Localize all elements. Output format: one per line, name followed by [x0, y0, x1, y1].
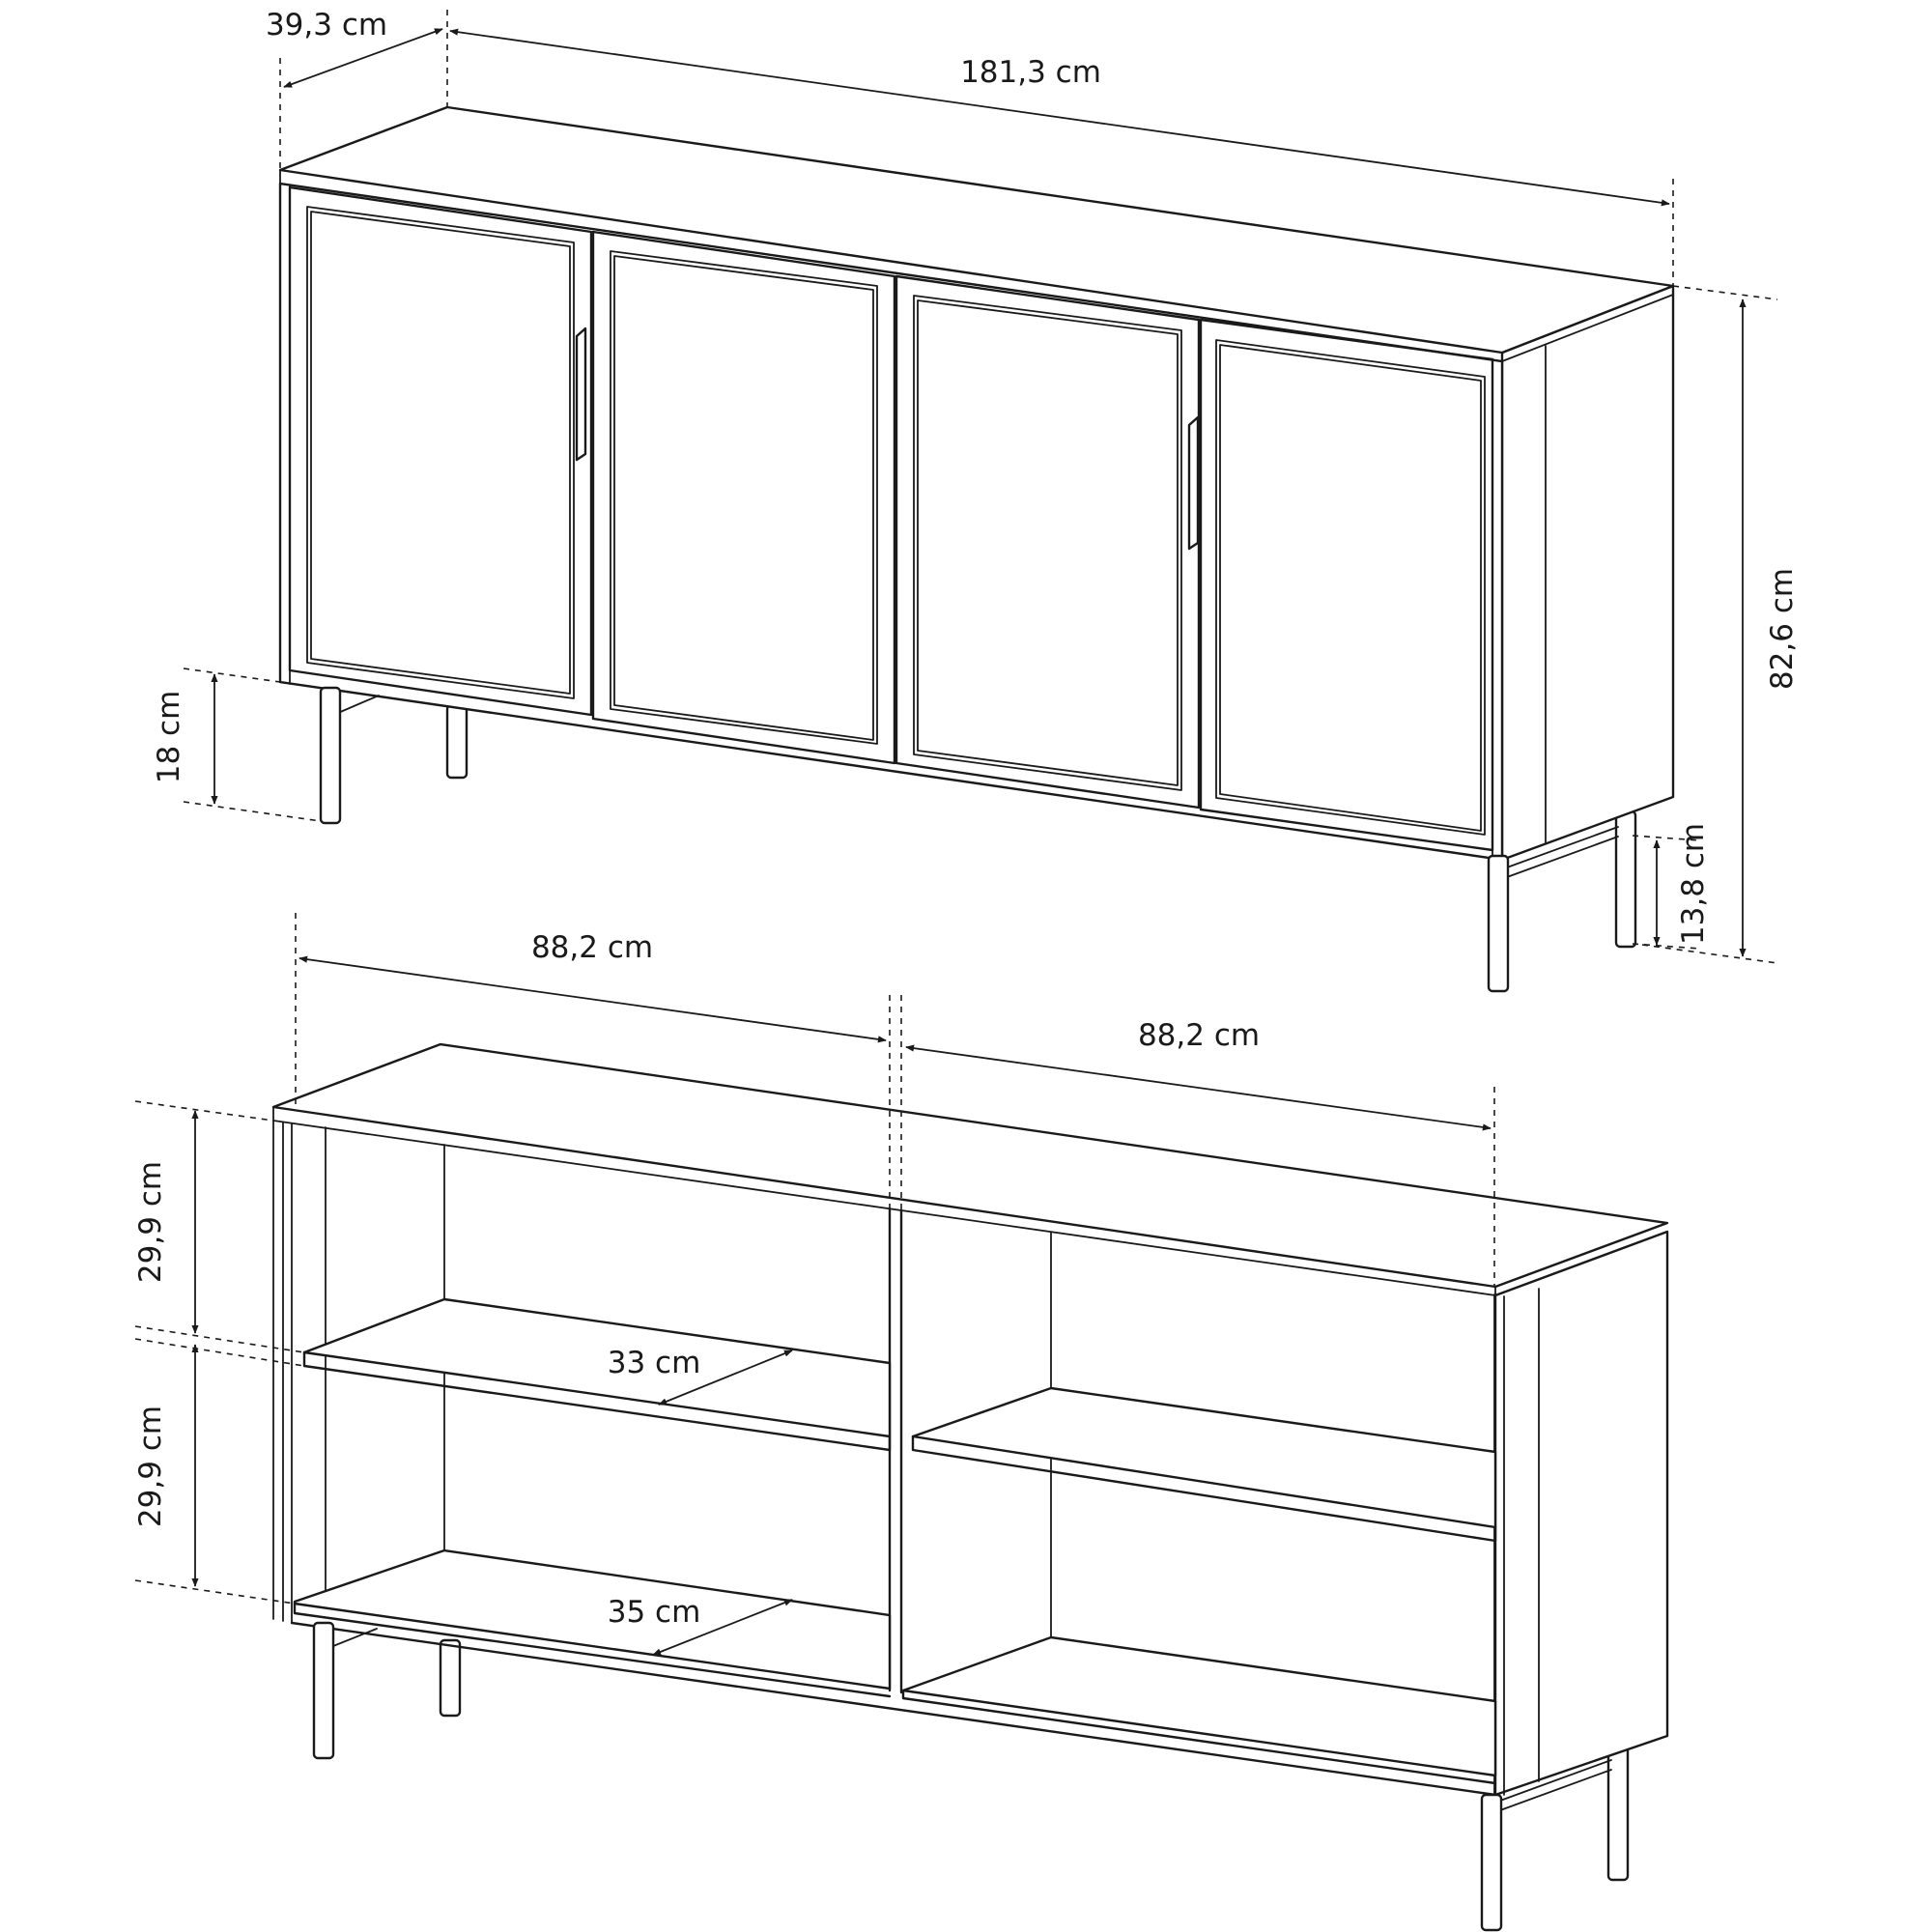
shelf-depth-label: 33 cm	[607, 1346, 701, 1380]
left-bottom-panel	[295, 1550, 890, 1689]
bottom-depth-label: 35 cm	[607, 1595, 701, 1630]
leg-side-label: 13,8 cm	[1676, 822, 1711, 946]
left-width-label: 88,2 cm	[530, 930, 654, 965]
open-view-dimensions	[133, 913, 1494, 1655]
open-top-panel	[273, 1044, 1667, 1287]
right-bottom-panel	[903, 1637, 1495, 1776]
left-shelf	[304, 1299, 890, 1436]
height-label: 82,6 cm	[1765, 567, 1800, 691]
right-shelf	[913, 1388, 1495, 1527]
right-width-dimension-line	[906, 1047, 1491, 1128]
open-side-panel-right	[1495, 1232, 1667, 1795]
open-sideboard-drawing	[273, 1044, 1667, 1930]
width-label: 181,3 cm	[960, 55, 1101, 90]
leg-front-label: 18 cm	[152, 690, 186, 784]
open-legs-front	[314, 1623, 1501, 1930]
lower-height-label: 29,9 cm	[133, 1405, 168, 1528]
upper-height-label: 29,9 cm	[133, 1160, 168, 1284]
right-width-label: 88,2 cm	[1137, 1018, 1261, 1053]
side-panel-right	[1502, 286, 1673, 860]
closed-sideboard-drawing	[280, 107, 1673, 991]
left-width-dimension-line	[299, 958, 886, 1040]
depth-label: 39,3 cm	[265, 8, 388, 43]
